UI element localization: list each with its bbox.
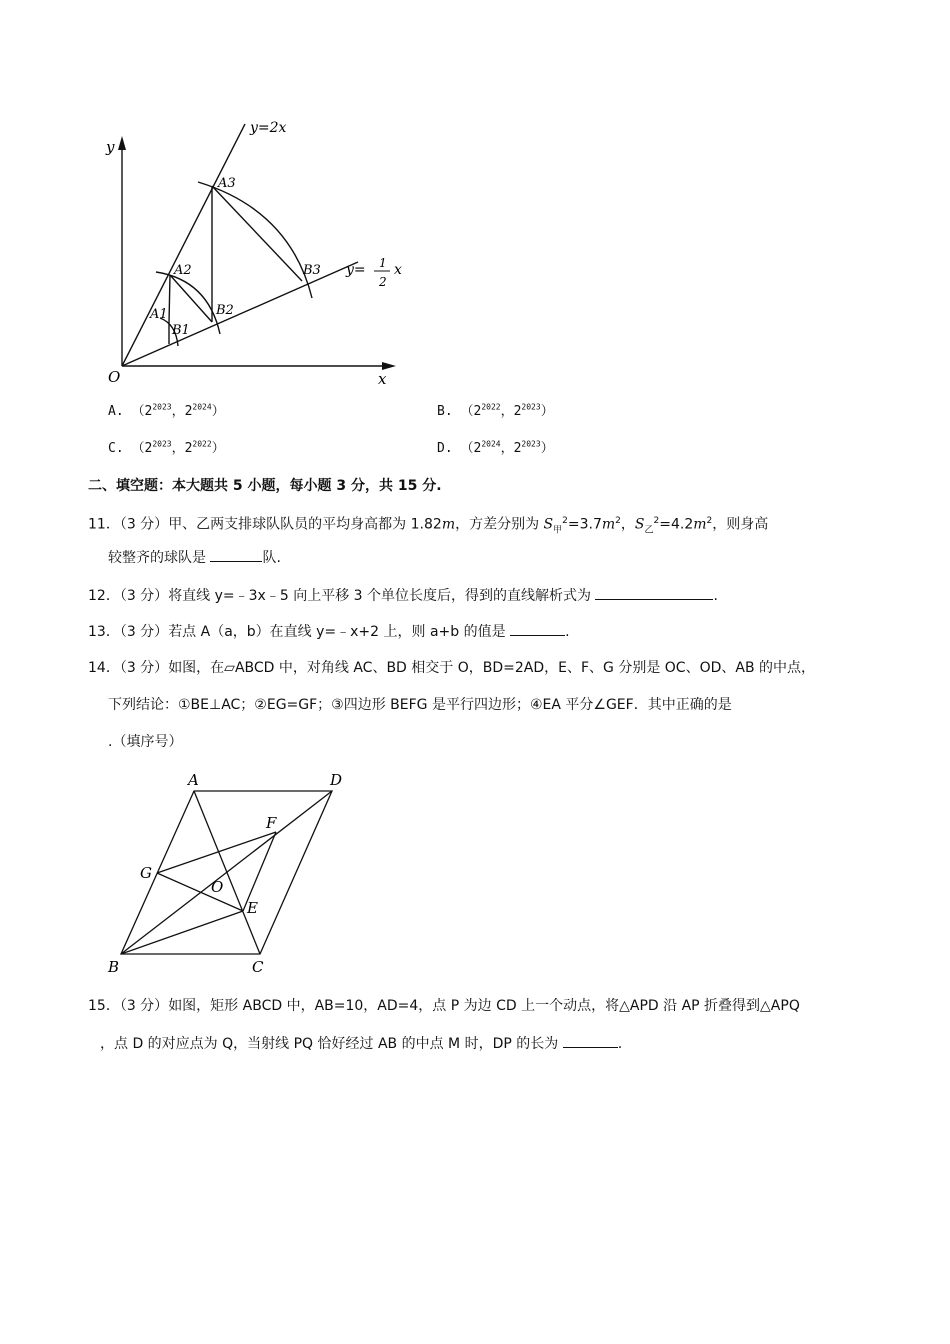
question-14-line3: .（填序号） [108, 734, 183, 750]
question-12: 12．（3 分）将直线 y=﹣3x﹣5 向上平移 3 个单位长度后，得到的直线解析式为 . [88, 585, 718, 606]
label-b: B [108, 958, 120, 976]
label-d: D [330, 771, 343, 789]
coordinate-figure [90, 110, 420, 395]
segment-a3b3 [212, 186, 302, 281]
option-d: D. （$2^{2024}$，$2^{2023}$） [437, 439, 554, 456]
point-a2: A2 [174, 263, 192, 278]
label-g: G [140, 864, 152, 882]
label-c: C [252, 958, 264, 976]
question-14: 14．（3 分）如图，在▱ABCD 中，对角线 AC、BD 相交于 O，BD=2AD，E、F、G 分别是 OC、OD、AB 的中点， [88, 660, 816, 676]
parallelogram-figure [100, 765, 365, 980]
segment-a2b2 [170, 275, 212, 322]
answer-blank-12[interactable] [595, 585, 713, 600]
parallelogram-svg [100, 765, 365, 980]
label-a: A [188, 771, 199, 789]
section-heading: 二、填空题：本大题共 5 小题，每小题 3 分，共 15 分. [88, 478, 442, 494]
answer-blank-15[interactable] [563, 1033, 618, 1048]
lower-line-num: 1 [379, 256, 387, 270]
label-f: F [266, 814, 277, 832]
lower-line-den: 2 [379, 275, 387, 289]
y-axis-label: y [106, 138, 115, 156]
question-13: 13．（3 分）若点 A（a，b）在直线 y=﹣x+2 上，则 a+b 的值是 . [88, 621, 570, 642]
question-11-line2: 较整齐的球队是 队. [108, 547, 281, 568]
label-e: E [247, 899, 258, 917]
x-axis-label: x [378, 370, 387, 388]
segment-be [121, 911, 243, 954]
lower-line-var: x [394, 262, 402, 278]
answer-blank-11[interactable] [210, 547, 262, 562]
lower-line-prefix: y= [346, 262, 366, 278]
label-o: O [211, 878, 224, 896]
segment-a1a2 [169, 275, 170, 323]
diagonal-bd [121, 791, 332, 954]
point-b3: B3 [303, 263, 321, 278]
origin-label: O [108, 368, 121, 386]
point-b1: B1 [172, 323, 190, 338]
option-c: C. （$2^{2023}$，$2^{2022}$） [108, 439, 225, 456]
question-14-line2: 下列结论：①BE⊥AC；②EG=GF；③四边形 BEFG 是平行四边形；④EA 平分∠GEF．其中正确的是 [108, 697, 732, 713]
question-11: 11．（3 分）甲、乙两支排球队队员的平均身高都为 1.82m，方差分别为 $S_甲^2=3.7m^2$，$S_乙^2=4.2m^2$，则身高 [88, 516, 769, 536]
point-a3: A3 [218, 176, 236, 191]
point-a1: A1 [150, 307, 168, 322]
point-b2: B2 [216, 303, 234, 318]
segment-gf [157, 832, 276, 873]
question-15: 15．（3 分）如图，矩形 ABCD 中，AB=10，AD=4，点 P 为边 CD 上一个动点，将△APD 沿 AP 折叠得到△APQ [88, 998, 800, 1014]
upper-line-label: y=2x [250, 120, 287, 136]
question-15-line2: ，点 D 的对应点为 Q，当射线 PQ 恰好经过 AB 的中点 M 时，DP 的长为 . [100, 1033, 622, 1054]
y-arrow [118, 136, 126, 150]
option-b: B. （$2^{2022}$，$2^{2023}$） [437, 402, 554, 419]
option-a: A. （$2^{2023}$，$2^{2024}$） [108, 402, 225, 419]
coordinate-svg [90, 110, 420, 395]
x-arrow [382, 362, 396, 370]
arc-3 [198, 182, 312, 298]
answer-blank-13[interactable] [510, 621, 565, 636]
